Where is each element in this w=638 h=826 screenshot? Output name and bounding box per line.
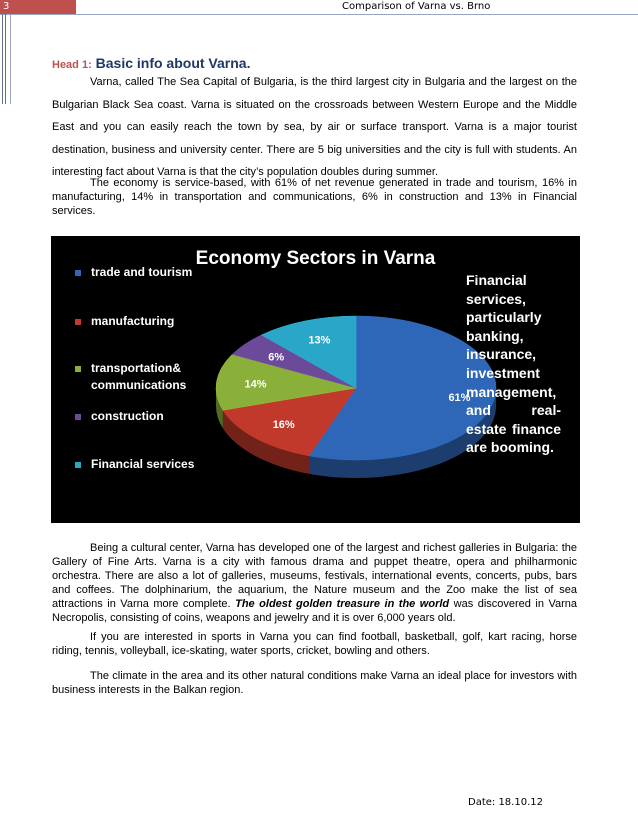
paragraph-sports: If you are interested in sports in Varna you can find football, basketball, golf, kart racing, horse riding, tennis, volleyball, ice-skating, water sports, cricket, bowling and others. <box>52 631 577 657</box>
pie-slice-label: 14% <box>244 378 267 391</box>
legend-label: construction <box>91 409 164 423</box>
chart-title: Economy Sectors in Varna <box>195 248 436 269</box>
pie-slice-label: 6% <box>268 351 285 364</box>
legend-swatch <box>75 414 81 420</box>
heading-title: Basic info about Varna. <box>95 55 251 71</box>
legend-swatch <box>75 270 81 276</box>
page-number-box <box>0 0 76 14</box>
legend-swatch <box>75 366 81 372</box>
paragraph-culture <box>52 541 577 625</box>
section-heading <box>52 55 250 71</box>
pie-slice-label: 16% <box>272 419 295 432</box>
paragraph-intro: Varna, called The Sea Capital of Bulgaria, is the third largest city in Bulgaria and the largest on the Bulgarian Black Sea coast. Varna is situated on the crossroads between Western Europe and the Middle East and you can easily reach the town by sea, by air or surface transport. Varna is a major tourist destination, business and university center. There are 5 big universities and the city is full with students. An interesting fact about Varna is that the city’s population doubles during summer. <box>52 76 577 178</box>
page-number: 3 <box>3 1 10 12</box>
left-margin-rule <box>5 14 6 104</box>
legend-swatch <box>75 319 81 325</box>
legend-swatch <box>75 462 81 468</box>
legend-label: trade and tourism <box>91 265 193 279</box>
culture-text-end: was discovered in Varna Necropolis, consisting of coins, weapons and jewelry and it is over 6,000 years old. <box>52 598 577 624</box>
chart-annotation: Financial services, particularly banking, insurance, investment management, and real-estate finance are booming. <box>466 272 561 456</box>
paragraph-economy: The economy is service-based, with 61% of net revenue generated in trade and tourism, 16% in manufacturing, 14% in transportation and communications, 6% in construction and 13% in Financial services. <box>52 177 577 217</box>
pie-slice-label: 13% <box>308 334 331 347</box>
footer-date: Date: 18.10.12 <box>468 797 543 808</box>
economy-pie-chart <box>51 236 580 523</box>
legend-label: Financial services <box>91 457 195 471</box>
culture-emphasis: The oldest golden treasure in the world <box>235 598 450 610</box>
legend-label: manufacturing <box>91 314 175 328</box>
heading-prefix: Head 1: <box>52 59 92 71</box>
paragraph-climate: The climate in the area and its other natural conditions make Varna an ideal place for investors with business interests in the Balkan region. <box>52 670 577 696</box>
header-divider <box>0 14 638 15</box>
legend-label: transportation& communications <box>91 361 187 392</box>
running-header-title: Comparison of Varna vs. Brno <box>342 1 491 12</box>
left-margin-rule <box>2 14 3 104</box>
culture-text: Being a cultural center, Varna has developed one of the largest and richest galleries in Bulgaria: the Gallery of Fine Arts. Varna is a city with famous drama and puppet theatre, opera and philharmonic orchestra. There are also a lot of galleries, museums, festivals, international events, concerts, pubs, bars and coffees. The dolphinarium, the aquarium, the Nature museum and the Zoo make the list of sea attractions in Varna more complete. <box>52 542 577 610</box>
pie-slice-label: 61% <box>448 392 471 405</box>
left-margin-rule <box>10 14 11 104</box>
